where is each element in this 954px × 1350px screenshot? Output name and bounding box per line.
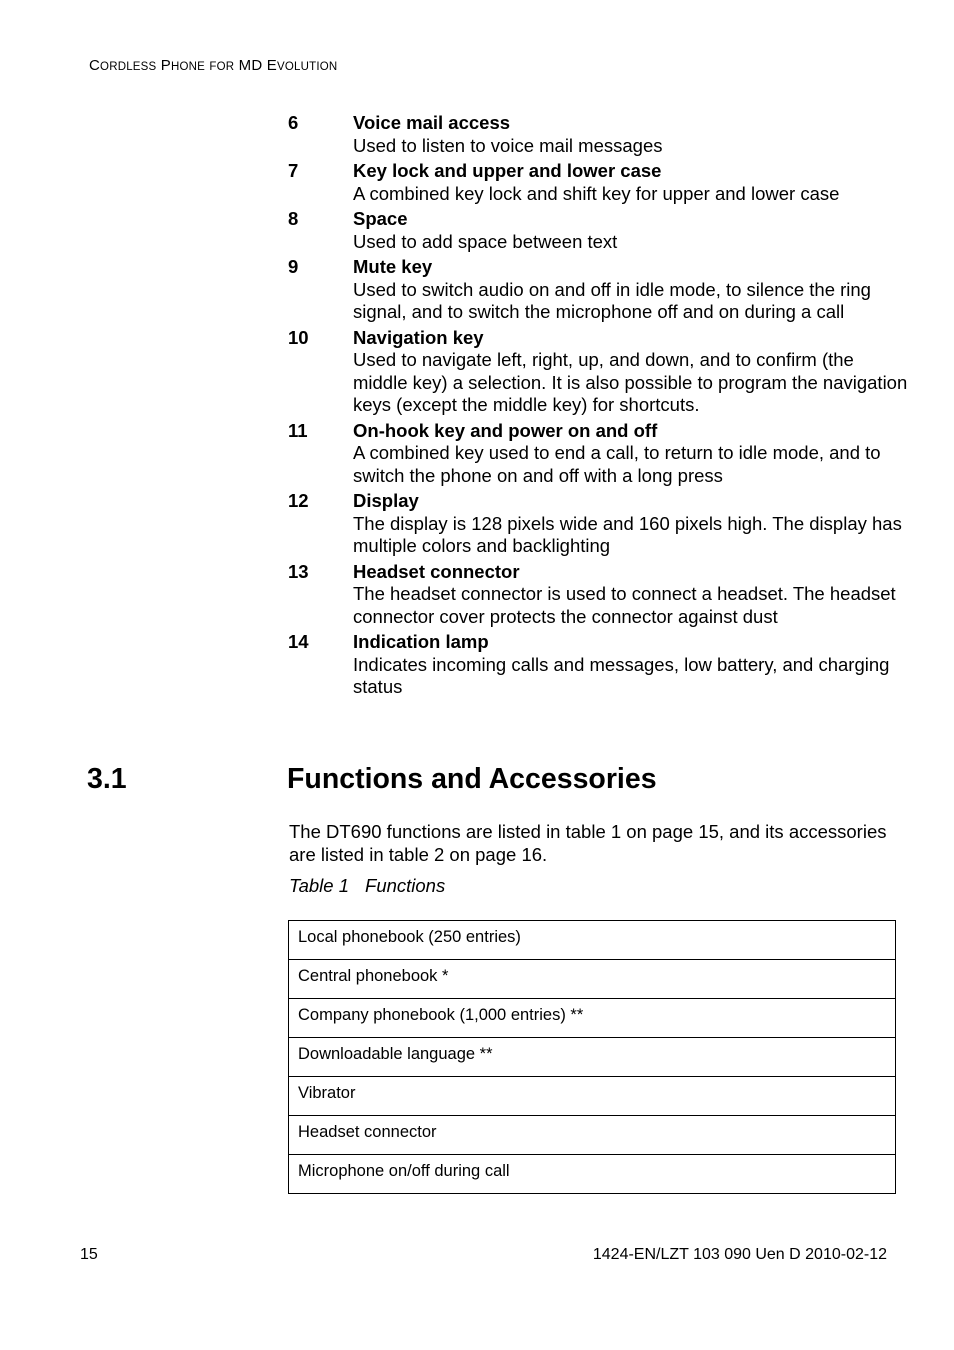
item-description: Used to add space between text — [353, 230, 618, 252]
table-caption — [289, 875, 445, 897]
table-cell: Headset connector — [289, 1116, 896, 1155]
item-title: Headset connector — [353, 560, 520, 582]
item-number: 6 — [288, 112, 299, 133]
table-cell: Company phonebook (1,000 entries) ** — [289, 999, 896, 1038]
table-cell: Downloadable language ** — [289, 1038, 896, 1077]
item-number: 10 — [288, 326, 309, 348]
item-title: Navigation key — [353, 326, 484, 348]
list-item — [288, 160, 908, 205]
item-description: Used to listen to voice mail messages — [353, 134, 663, 156]
item-description: A combined key lock and shift key for upper and lower case — [353, 182, 840, 204]
table-row — [289, 1116, 896, 1155]
table-row — [289, 960, 896, 999]
table-cell: Vibrator — [289, 1077, 896, 1116]
list-item — [288, 490, 908, 558]
table-cell: Local phonebook (250 entries) — [289, 921, 896, 960]
caption-text: Functions — [365, 875, 446, 896]
list-item — [288, 208, 908, 253]
header-word: EVOLUTION — [266, 57, 338, 74]
item-description: The headset connector is used to connect a headset. The headset connector cover protects the connector against dust — [353, 583, 896, 627]
item-title: Key lock and upper and lower case — [353, 160, 662, 181]
item-title: Space — [353, 208, 408, 229]
caption-label: Table 1 — [289, 875, 350, 896]
header-word: CORDLESS — [89, 57, 157, 74]
running-header — [89, 57, 337, 74]
item-number: 14 — [288, 631, 309, 652]
item-description: The display is 128 pixels wide and 160 pixels high. The display has multiple colors and backlighting — [353, 512, 902, 556]
table-row — [289, 921, 896, 960]
item-number: 8 — [288, 208, 299, 229]
table-row — [289, 999, 896, 1038]
section-number: 3.1 — [87, 763, 127, 795]
section-title: Functions and Accessories — [287, 763, 657, 795]
item-description: Indicates incoming calls and messages, low battery, and charging status — [353, 653, 890, 697]
table-row — [289, 1155, 896, 1194]
item-number: 11 — [288, 419, 308, 441]
item-number: 12 — [288, 490, 309, 511]
list-item — [288, 112, 908, 157]
functions-table — [288, 920, 896, 1194]
list-item — [288, 631, 908, 699]
key-description-list — [288, 112, 908, 699]
item-description: A combined key used to end a call, to return to idle mode, and to switch the phone on and off with a long press — [353, 442, 881, 486]
list-item — [288, 327, 908, 417]
item-number: 13 — [288, 560, 309, 582]
header-word: PHONE — [160, 57, 206, 74]
list-item — [288, 420, 908, 488]
item-number: 9 — [288, 256, 299, 277]
item-title: Mute key — [353, 256, 433, 277]
page-number: 15 — [80, 1246, 98, 1263]
table-row — [289, 1038, 896, 1077]
table-row — [289, 1077, 896, 1116]
item-description: Used to switch audio on and off in idle mode, to silence the ring signal, and to switch the microphone off and on during a call — [353, 278, 871, 322]
list-item — [288, 561, 908, 629]
table-cell: Microphone on/off during call — [289, 1155, 896, 1194]
item-description: Used to navigate left, right, up, and down, and to confirm (the middle key) a selection. It is also possible to program the navigation keys (except the middle key) for shortcuts. — [353, 349, 908, 415]
list-item — [288, 256, 908, 324]
item-title: On-hook key and power on and off — [353, 419, 658, 441]
item-title: Indication lamp — [353, 631, 489, 652]
document-id: 1424-EN/LZT 103 090 Uen D 2010-02-12 — [592, 1246, 887, 1263]
section-intro: The DT690 functions are listed in table 1 on page 15, and its accessories are listed in table 2 on page 16. — [289, 821, 887, 865]
item-title: Display — [353, 490, 419, 511]
header-word: FOR — [209, 61, 235, 73]
item-title: Voice mail access — [353, 112, 511, 133]
table-cell: Central phonebook * — [289, 960, 896, 999]
header-word: MD — [238, 57, 263, 74]
item-number: 7 — [288, 160, 299, 181]
